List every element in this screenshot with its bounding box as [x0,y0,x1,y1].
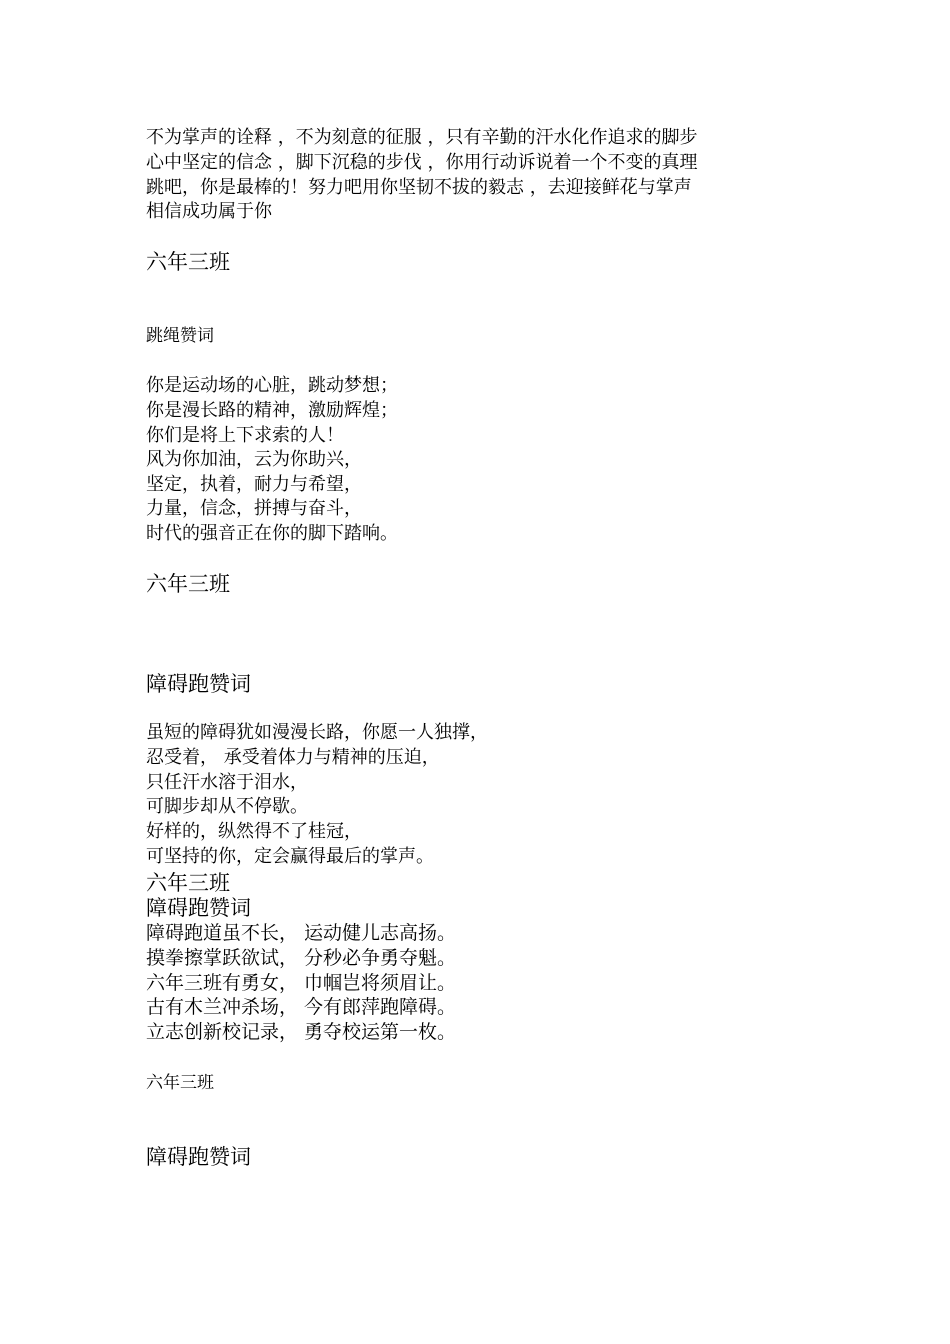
poem-line: 你是运动场的心脏，跳动梦想； [146,375,398,396]
poem-line: 障碍跑道虽不长， 运动健儿志高扬。 [146,922,457,944]
intro-line: 不为掌声的诠释 ，不为刻意的征服 ，只有辛勤的汗水化作追求的脚步 [146,127,698,148]
poem-line: 好样的，纵然得不了桂冠， [146,821,362,842]
class-signature: 六年三班 [146,572,230,596]
section-title: 障碍跑赞词 [146,672,251,696]
poem-line: 摸拳擦掌跃欲试， 分秒必争勇夺魁。 [146,947,457,969]
poem-line: 时代的强音正在你的脚下踏响。 [146,523,398,544]
poem-line: 你们是将上下求索的人！ [146,425,344,446]
section-title: 障碍跑赞词 [146,1145,251,1169]
intro-line: 相信成功属于你 [146,201,272,222]
class-signature: 六年三班 [146,1073,214,1093]
section-title: 障碍跑赞词 [146,896,251,920]
poem-line: 虽短的障碍犹如漫漫长路，你愿一人独撑， [146,722,488,743]
poem-line: 坚定，执着，耐力与希望， [146,474,362,495]
poem-line: 力量，信念，拼搏与奋斗， [146,498,362,519]
poem-line: 立志创新校记录， 勇夺校运第一枚。 [146,1021,457,1043]
intro-line: 跳吧，你是最棒的！努力吧用你坚韧不拔的毅志 ，去迎接鲜花与掌声 [146,177,692,198]
poem-line: 可脚步却从不停歇。 [146,796,308,817]
poem-line: 忍受着， 承受着体力与精神的压迫， [146,747,440,768]
class-signature: 六年三班 [146,871,230,895]
poem-line: 风为你加油，云为你助兴， [146,449,362,470]
poem-line: 只任汗水溶于泪水， [146,772,308,793]
poem-line: 六年三班有勇女， 巾帼岂将须眉让。 [146,972,457,994]
poem-line: 你是漫长路的精神，激励辉煌； [146,400,398,421]
class-signature: 六年三班 [146,250,230,274]
intro-line: 心中坚定的信念 ，脚下沉稳的步伐 ，你用行动诉说着一个不变的真理 [146,152,698,173]
poem-line: 古有木兰冲杀场， 今有郎萍跑障碍。 [146,996,457,1018]
poem-line: 可坚持的你，定会赢得最后的掌声。 [146,846,434,867]
section-title: 跳绳赞词 [146,326,214,346]
